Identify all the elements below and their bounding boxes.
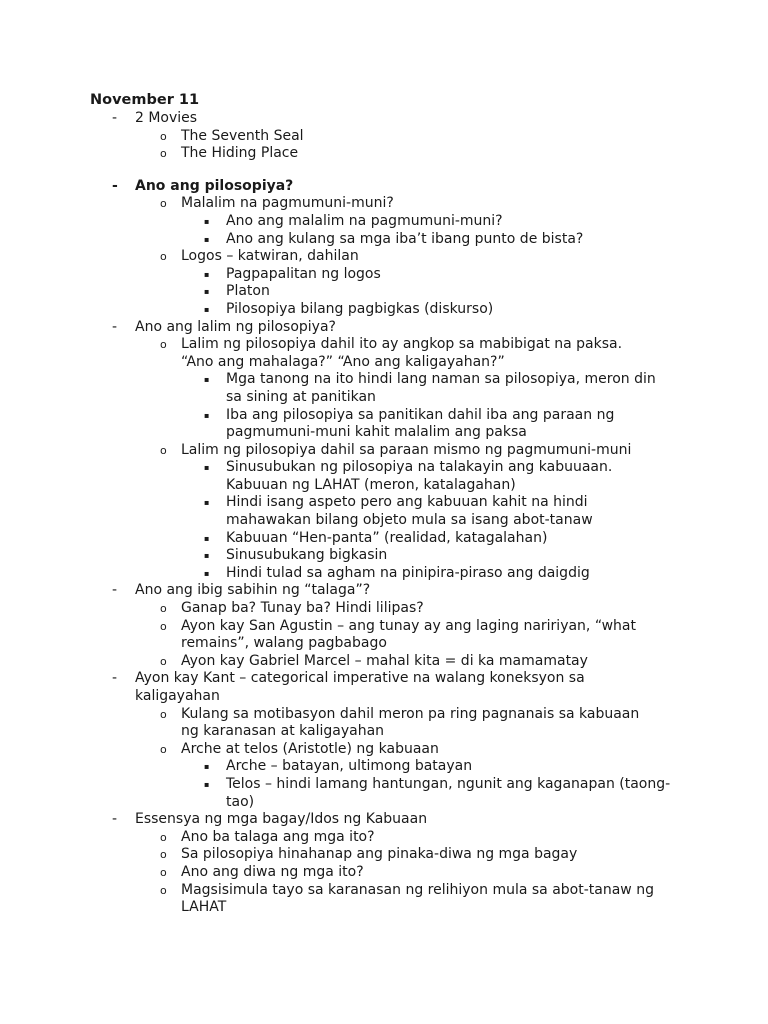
outline-item-level2	[0, 706, 656, 741]
outline-item-text: Pilosopiya bilang pagbigkas (diskurso)	[226, 300, 494, 317]
outline-item-text: Ano ang malalim na pagmumuni-muni?	[226, 212, 503, 229]
bullet-marker-level3: ▪	[204, 216, 210, 226]
outline-item-level3	[0, 213, 672, 231]
outline-item-text: Ayon kay Gabriel Marcel – mahal kita = di ka mamamatay	[181, 652, 588, 669]
bullet-marker-level1: -	[112, 110, 118, 126]
outline-item-level2	[0, 864, 656, 882]
outline-item-level3	[0, 371, 672, 406]
outline-item-text: Ano ang pilosopiya?	[135, 177, 294, 194]
outline-item-level3	[0, 565, 672, 583]
outline-item-text: Iba ang pilosopiya sa panitikan dahil iba ang paraan ng pagmumuni-muni kahit malalim ang paksa	[226, 406, 615, 441]
page-title: November 11	[90, 92, 200, 108]
outline-item-level2	[0, 829, 656, 847]
outline-item-level1	[0, 319, 635, 337]
bullet-marker-level2: o	[160, 147, 167, 161]
outline-item-level2	[0, 600, 656, 618]
outline-item-level2	[0, 195, 656, 213]
bullet-marker-level3: ▪	[204, 269, 210, 279]
outline-item-text: Ayon kay Kant – categorical imperative na walang koneksyon sa kaligayahan	[135, 670, 585, 704]
outline-item-text: Ano ang lalim ng pilosopiya?	[135, 318, 336, 335]
outline-item-text: Pagpapalitan ng logos	[226, 265, 381, 282]
outline-item-level3	[0, 758, 672, 776]
bullet-marker-level2: o	[160, 742, 167, 756]
outline-item-level2	[0, 618, 656, 653]
bullet-marker-level3: ▪	[204, 463, 210, 473]
outline-item-level2	[0, 128, 656, 146]
outline-item-level3	[0, 494, 672, 529]
bullet-marker-level3: ▪	[204, 375, 210, 385]
bullet-marker-level2: o	[160, 865, 167, 879]
bullet-marker-level3: ▪	[204, 287, 210, 297]
outline-item-text: Sinusubukan ng pilosopiya na talakayin ang kabuuaan. Kabuuan ng LAHAT (meron, katalagahan)	[226, 459, 613, 493]
outline-item-level2	[0, 741, 656, 759]
outline-item-level2	[0, 336, 656, 371]
outline-item-text: Lalim ng pilosopiya dahil ito ay angkop sa mabibigat na paksa. “Ano ang mahalaga?” “Ano ang kaligayahan?”	[181, 336, 623, 370]
outline-item-text: Magsisimula tayo sa karanasan ng relihiyon mula sa abot-tanaw ng LAHAT	[181, 881, 654, 916]
outline-item-level3	[0, 547, 672, 565]
outline-item-text: Malalim na pagmumuni-muni?	[181, 195, 394, 212]
bullet-marker-level2: o	[160, 654, 167, 668]
outline-item-level3	[0, 301, 672, 319]
bullet-marker-level2: o	[160, 883, 167, 897]
outline-item-level1	[0, 811, 635, 829]
outline-item-text: Ganap ba? Tunay ba? Hindi lilipas?	[181, 600, 424, 617]
outline-item-text: Arche – batayan, ultimong batayan	[226, 758, 473, 775]
bullet-marker-level2: o	[160, 129, 167, 143]
outline-item-text: Hindi isang aspeto pero ang kabuuan kahit na hindi mahawakan bilang objeto mula sa isang abot-tanaw	[226, 494, 593, 529]
outline-item-level3	[0, 283, 672, 301]
outline-item-text: Essensya ng mga bagay/Idos ng Kabuaan	[135, 811, 428, 828]
bullet-marker-level2: o	[160, 443, 167, 457]
outline-item-level1	[0, 110, 635, 128]
bullet-marker-level3: ▪	[204, 762, 210, 772]
bullet-marker-level3: ▪	[204, 551, 210, 561]
notes-outline	[0, 110, 768, 917]
bullet-marker-level2: o	[160, 619, 167, 633]
outline-item-text: Ayon kay San Agustin – ang tunay ay ang laging naririyan, “what remains”, walang pagbabago	[181, 617, 636, 652]
bullet-marker-level2: o	[160, 338, 167, 352]
outline-item-level3	[0, 231, 672, 249]
outline-item-text: Ano ang ibig sabihin ng “talaga”?	[135, 582, 371, 599]
bullet-marker-level3: ▪	[204, 568, 210, 578]
bullet-marker-level2: o	[160, 707, 167, 721]
outline-item-level3	[0, 266, 672, 284]
outline-item-text: Logos – katwiran, dahilan	[181, 248, 359, 265]
outline-item-level1	[0, 670, 635, 705]
outline-item-text: Platon	[226, 283, 270, 300]
outline-item-level2	[0, 846, 656, 864]
outline-item-level2	[0, 882, 656, 917]
bullet-marker-level1: -	[112, 582, 118, 599]
bullet-marker-level2: o	[160, 250, 167, 264]
outline-item-text: Ano ba talaga ang mga ito?	[181, 828, 375, 845]
outline-item-text: The Seventh Seal	[181, 127, 304, 144]
outline-item-level3	[0, 407, 672, 442]
bullet-marker-level3: ▪	[204, 304, 210, 314]
outline-item-text: Arche at telos (Aristotle) ng kabuaan	[181, 740, 439, 757]
outline-item-level2	[0, 145, 656, 163]
bullet-marker-level2: o	[160, 602, 167, 616]
outline-item-text: Lalim ng pilosopiya dahil sa paraan mismo ng pagmumuni-muni	[181, 441, 632, 458]
bullet-marker-level2: o	[160, 830, 167, 844]
outline-item-text: 2 Movies	[135, 110, 198, 126]
bullet-marker-level3: ▪	[204, 410, 210, 420]
outline-item-level2	[0, 442, 656, 460]
outline-item-level1	[0, 582, 635, 600]
bullet-marker-level2: o	[160, 197, 167, 211]
outline-item-text: The Hiding Place	[181, 145, 299, 162]
bullet-marker-level3: ▪	[204, 234, 210, 244]
outline-item-text: Hindi tulad sa agham na pinipira-piraso ang daigdig	[226, 564, 590, 581]
outline-item-text: Kulang sa motibasyon dahil meron pa ring pagnanais sa kabuaan ng karanasan at kaligayahan	[181, 705, 640, 740]
outline-item-level2	[0, 653, 656, 671]
outline-item-level2	[0, 248, 656, 266]
outline-item-text: Kabuuan “Hen-panta” (realidad, katagalahan)	[226, 529, 548, 546]
bullet-marker-level2: o	[160, 848, 167, 862]
outline-item-level3	[0, 459, 672, 494]
outline-item-level3	[0, 776, 672, 811]
bullet-marker-level3: ▪	[204, 779, 210, 789]
outline-item-text: Sa pilosopiya hinahanap ang pinaka-diwa ng mga bagay	[181, 846, 578, 863]
bullet-marker-level1: -	[112, 177, 118, 194]
bullet-marker-level3: ▪	[204, 498, 210, 508]
outline-item-level3	[0, 530, 672, 548]
outline-item-level1	[0, 178, 635, 196]
outline-item-text: Ano ang kulang sa mga iba’t ibang punto de bista?	[226, 230, 584, 247]
outline-item-text: Ano ang diwa ng mga ito?	[181, 863, 364, 880]
outline-item-text: Telos – hindi lamang hantungan, ngunit ang kaganapan (taong-tao)	[226, 775, 671, 810]
outline-item-text: Mga tanong na ito hindi lang naman sa pilosopiya, meron din sa sining at panitikan	[226, 371, 656, 405]
bullet-marker-level1: -	[112, 318, 118, 335]
bullet-marker-level1: -	[112, 811, 118, 828]
outline-item-text: Sinusubukang bigkasin	[226, 547, 388, 564]
bullet-marker-level1: -	[112, 670, 118, 687]
bullet-marker-level3: ▪	[204, 533, 210, 543]
